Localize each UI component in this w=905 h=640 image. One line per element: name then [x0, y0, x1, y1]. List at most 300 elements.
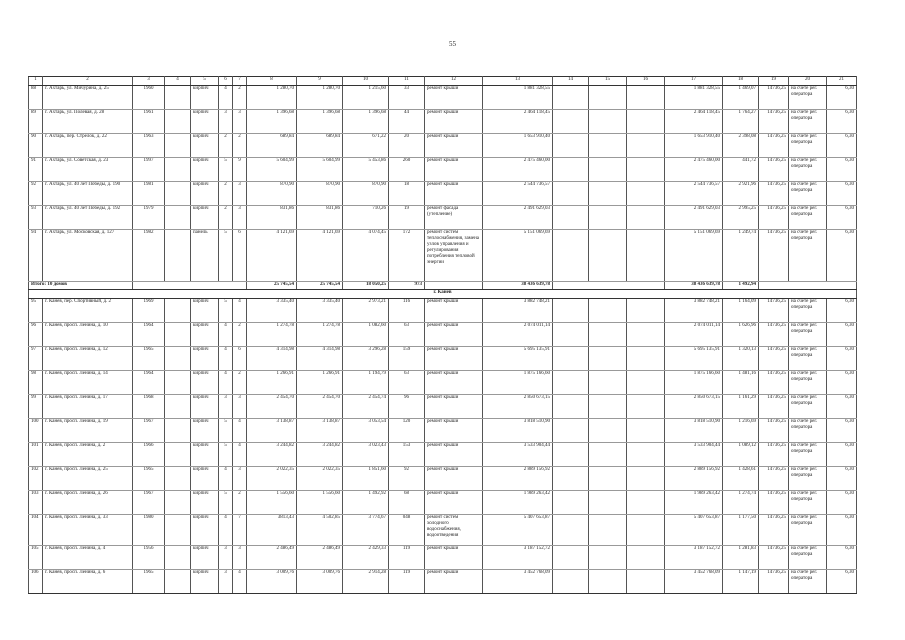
column-number-cell: 11 — [389, 77, 425, 86]
table-row — [29, 134, 857, 158]
table-cell: 6,30 — [827, 134, 857, 158]
table-cell: г. Канев, просп. Ленина, д. 25 — [43, 467, 133, 491]
table-cell: 101 — [29, 443, 43, 467]
table-cell: 870,90 — [297, 182, 343, 206]
table-cell: 048 — [389, 515, 425, 546]
table-cell: на счете рег. оператора — [789, 491, 827, 515]
table-cell: 4 — [233, 570, 247, 594]
table-cell: 159 — [389, 347, 425, 371]
table-cell — [627, 570, 665, 594]
column-number-cell: 12 — [425, 77, 483, 86]
table-cell: 14736,25 — [759, 491, 789, 515]
table-cell: 2 921,96 — [723, 182, 759, 206]
table-cell: панель — [191, 230, 219, 282]
column-number-cell: 15 — [589, 77, 627, 86]
table-cell — [627, 134, 665, 158]
total-cell: 25 745,54 — [297, 282, 343, 290]
table-cell: на счете рег. оператора — [789, 546, 827, 570]
table-cell — [627, 515, 665, 546]
table-cell: 1 274,74 — [723, 491, 759, 515]
table-cell: 91 — [29, 158, 43, 182]
table-cell: г. Канев, просп. Ленина, д. 14 — [43, 371, 133, 395]
table-row — [29, 395, 857, 419]
table-cell — [553, 443, 589, 467]
table-cell: на счете рег. оператора — [789, 570, 827, 594]
table-cell — [627, 443, 665, 467]
table-cell: 119 — [389, 546, 425, 570]
table-cell: 5 — [219, 443, 233, 467]
table-cell: 4 — [219, 467, 233, 491]
table-row — [29, 467, 857, 491]
table-cell: 1 875 166,60 — [665, 371, 723, 395]
table-cell: 671,22 — [343, 134, 389, 158]
table-cell: 3813,43 — [247, 515, 297, 546]
table-cell: 5 — [219, 230, 233, 282]
table-cell — [553, 371, 589, 395]
table-cell: 689,84 — [247, 134, 297, 158]
table-cell — [165, 491, 191, 515]
table-cell: 1 881 328,55 — [483, 86, 553, 110]
table-cell: 14736,25 — [759, 158, 789, 182]
table-cell — [589, 515, 627, 546]
table-row — [29, 491, 857, 515]
table-cell: 1 215,60 — [343, 86, 389, 110]
table-cell: 5 — [219, 158, 233, 182]
table-cell — [589, 206, 627, 230]
table-cell: 2 475 460,00 — [665, 158, 723, 182]
table-row — [29, 323, 857, 347]
table-cell: ремонт крыши — [425, 323, 483, 347]
table-cell — [589, 110, 627, 134]
table-cell: на счете рег. оператора — [789, 134, 827, 158]
table-cell: на счете рег. оператора — [789, 182, 827, 206]
table-cell: 3 009,76 — [247, 570, 297, 594]
table-cell: 2 454,70 — [297, 395, 343, 419]
table-cell: 3 533 904,44 — [665, 443, 723, 467]
table-cell: 2 995,25 — [723, 206, 759, 230]
table-cell: кирпич — [191, 419, 219, 443]
table-cell: 1 396,68 — [247, 110, 297, 134]
table-cell — [627, 323, 665, 347]
table-cell: 68 — [389, 491, 425, 515]
table-cell — [165, 419, 191, 443]
column-number-cell: 17 — [665, 77, 723, 86]
table-cell — [165, 570, 191, 594]
table-cell — [627, 86, 665, 110]
table-cell: 260 — [389, 158, 425, 182]
table-cell: 5 151 069,69 — [665, 230, 723, 282]
table-row — [29, 110, 857, 134]
table-cell — [627, 371, 665, 395]
table-cell: 14736,25 — [759, 570, 789, 594]
table-cell: 2 — [233, 371, 247, 395]
table-cell: 4 074,45 — [343, 230, 389, 282]
table-cell: 2 544 736,57 — [483, 182, 553, 206]
table-cell: 1 881 328,55 — [665, 86, 723, 110]
table-cell — [165, 467, 191, 491]
table-cell — [627, 546, 665, 570]
table-cell: 1 280,70 — [297, 86, 343, 110]
total-cell: 25 745,54 — [247, 282, 297, 290]
table-cell: кирпич — [191, 347, 219, 371]
table-cell: 7 — [233, 515, 247, 546]
table-cell: г. Канев, просп. Ленина, д. 2 — [43, 443, 133, 467]
table-cell: 14736,25 — [759, 515, 789, 546]
table-cell — [589, 570, 627, 594]
table-cell: г. Ахтарь, ул. Мичурина, д. 25 — [43, 86, 133, 110]
table-cell — [165, 395, 191, 419]
column-number-cell: 7 — [233, 77, 247, 86]
table-cell: 2 022,35 — [297, 467, 343, 491]
table-row — [29, 299, 857, 323]
table-cell: 1 266,91 — [297, 371, 343, 395]
table-cell: 14736,25 — [759, 443, 789, 467]
table-cell: 6,30 — [827, 491, 857, 515]
table-cell: г. Канев, просп. Ленина, д. 33 — [43, 515, 133, 546]
table-cell: 6 — [233, 347, 247, 371]
table-cell: 3 818 510,90 — [483, 419, 553, 443]
table-cell: 831,86 — [247, 206, 297, 230]
repair-program-table — [28, 76, 857, 594]
table-cell — [553, 299, 589, 323]
table-cell: ремонт крыши — [425, 570, 483, 594]
table-cell: 14736,25 — [759, 371, 789, 395]
table-cell: 99 — [29, 395, 43, 419]
table-cell: на счете рег. оператора — [789, 299, 827, 323]
table-cell — [589, 419, 627, 443]
table-cell: 689,84 — [297, 134, 343, 158]
total-cell: 38 436 639,78 — [483, 282, 553, 290]
table-cell: 4 314,98 — [247, 347, 297, 371]
table-cell: 1981 — [133, 182, 165, 206]
table-cell: на счете рег. оператора — [789, 371, 827, 395]
table-cell: ремонт крыши — [425, 419, 483, 443]
table-cell: 3 — [233, 206, 247, 230]
table-cell: 1966 — [133, 443, 165, 467]
column-number-cell: 19 — [759, 77, 789, 86]
table-cell: 6,30 — [827, 230, 857, 282]
table-cell — [553, 570, 589, 594]
table-cell: 1965 — [133, 467, 165, 491]
table-cell: 1 396,68 — [297, 110, 343, 134]
table-cell: 9 — [233, 158, 247, 182]
table-cell: ремонт крыши — [425, 546, 483, 570]
column-number-cell: 13 — [483, 77, 553, 86]
table-cell: 1 177,50 — [723, 515, 759, 546]
table-cell: 4 502,85 — [297, 515, 343, 546]
table-cell: 6,30 — [827, 419, 857, 443]
column-number-cell: 5 — [191, 77, 219, 86]
table-cell — [165, 371, 191, 395]
table-cell: 2 475 460,00 — [483, 158, 553, 182]
table-cell: 4 — [233, 419, 247, 443]
table-cell: 5 604,99 — [297, 158, 343, 182]
table-cell: 1 194,79 — [343, 371, 389, 395]
table-cell — [589, 230, 627, 282]
table-cell: 116 — [389, 299, 425, 323]
table-cell: г. Ахтарь, ул. Полевая, д. 28 — [43, 110, 133, 134]
column-number-row — [29, 77, 857, 86]
table-cell: 3 — [219, 570, 233, 594]
table-cell: ремонт крыши — [425, 395, 483, 419]
table-cell: 96 — [389, 395, 425, 419]
table-cell: 6,30 — [827, 347, 857, 371]
table-cell: 5 695 135,91 — [665, 347, 723, 371]
table-cell: 5 407 653,87 — [483, 515, 553, 546]
table-cell: 5 407 653,87 — [665, 515, 723, 546]
column-number-cell: 4 — [165, 77, 191, 86]
table-cell: г. Канев, просп. Ленина, д. 19 — [43, 419, 133, 443]
table-cell — [165, 158, 191, 182]
table-cell — [165, 86, 191, 110]
table-cell: 1967 — [133, 419, 165, 443]
table-cell: 14736,25 — [759, 546, 789, 570]
table-cell: 1 216,69 — [723, 419, 759, 443]
table-cell: 14736,25 — [759, 134, 789, 158]
table-cell: 2 — [233, 491, 247, 515]
table-cell — [553, 491, 589, 515]
table-cell: 1956 — [133, 546, 165, 570]
table-cell: 5 151 069,69 — [483, 230, 553, 282]
table-cell: 2 429,33 — [343, 546, 389, 570]
table-cell: 1 556,60 — [247, 491, 297, 515]
table-cell: ремонт крыши — [425, 182, 483, 206]
table-row — [29, 443, 857, 467]
table-cell: 5 453,86 — [343, 158, 389, 182]
table-cell — [589, 299, 627, 323]
total-cell — [553, 282, 665, 290]
table-cell: ремонт крыши — [425, 347, 483, 371]
table-cell: 6,30 — [827, 515, 857, 546]
table-cell: 6,30 — [827, 206, 857, 230]
table-cell: 6,30 — [827, 371, 857, 395]
table-cell: 6,30 — [827, 182, 857, 206]
table-cell: 3 774,67 — [343, 515, 389, 546]
total-cell: 38 436 639,78 — [665, 282, 723, 290]
table-cell: 14736,25 — [759, 206, 789, 230]
table-cell — [553, 230, 589, 282]
table-cell: 5 — [219, 419, 233, 443]
table-cell: кирпич — [191, 182, 219, 206]
total-cell — [759, 282, 857, 290]
table-cell: 3 452 768,09 — [665, 570, 723, 594]
table-cell: 5 695 135,91 — [483, 347, 553, 371]
table-cell: кирпич — [191, 443, 219, 467]
total-cell — [133, 282, 247, 290]
column-number-cell: 21 — [827, 77, 857, 86]
table-cell: 3 244,82 — [297, 443, 343, 467]
table-cell — [627, 206, 665, 230]
table-cell: 89 — [29, 110, 43, 134]
column-number-cell: 14 — [553, 77, 589, 86]
table-cell: на счете рег. оператора — [789, 443, 827, 467]
table-cell: 33 — [389, 86, 425, 110]
table-cell — [553, 110, 589, 134]
table-cell: 3 — [219, 546, 233, 570]
table-cell: 2 486,49 — [297, 546, 343, 570]
table-cell: 1 653 910,40 — [483, 134, 553, 158]
table-cell — [627, 110, 665, 134]
table-cell: 710,26 — [343, 206, 389, 230]
table-cell: 14736,25 — [759, 110, 789, 134]
table-cell — [165, 134, 191, 158]
table-cell: 94 — [29, 230, 43, 282]
section-row — [29, 290, 857, 299]
column-number-cell: 8 — [247, 77, 297, 86]
table-cell: 14736,25 — [759, 323, 789, 347]
table-body — [29, 77, 857, 594]
table-cell — [627, 395, 665, 419]
table-cell: 4 — [233, 299, 247, 323]
page-number: 55 — [449, 40, 456, 48]
table-cell — [627, 182, 665, 206]
table-cell: 3 053,54 — [343, 419, 389, 443]
table-cell: 14736,25 — [759, 467, 789, 491]
table-cell: 4 314,98 — [297, 347, 343, 371]
table-cell: ремонт фасада (утепление) — [425, 206, 483, 230]
table-cell: 14736,25 — [759, 230, 789, 282]
table-cell — [553, 395, 589, 419]
table-cell: 4 — [233, 443, 247, 467]
table-cell — [589, 491, 627, 515]
table-cell: 1 428,61 — [723, 467, 759, 491]
table-cell — [553, 467, 589, 491]
table-cell: 2 074 011,14 — [483, 323, 553, 347]
table-cell — [627, 347, 665, 371]
table-cell: 3 244,82 — [247, 443, 297, 467]
table-cell: г. Ахтарь, ул. Советская, д. 23 — [43, 158, 133, 182]
table-cell: 3 882 748,21 — [483, 299, 553, 323]
table-cell: 1 989 263,42 — [483, 491, 553, 515]
table-cell: г. Канев, пер. Спортивный, д. 2 — [43, 299, 133, 323]
column-number-cell: 16 — [627, 77, 665, 86]
table-cell: 870,90 — [247, 182, 297, 206]
table-cell: 3 296,28 — [343, 347, 389, 371]
table-cell: 2 850 673,15 — [483, 395, 553, 419]
table-row — [29, 546, 857, 570]
table-cell: 63 — [389, 371, 425, 395]
table-cell — [589, 546, 627, 570]
table-cell: 4 — [219, 86, 233, 110]
table-cell: 172 — [389, 230, 425, 282]
table-cell: 2 464 118,45 — [665, 110, 723, 134]
table-cell: 1961 — [133, 110, 165, 134]
table-cell — [589, 395, 627, 419]
table-cell: ремонт крыши — [425, 134, 483, 158]
table-cell — [553, 158, 589, 182]
table-cell: 2 022,35 — [247, 467, 297, 491]
table-cell: 14736,25 — [759, 299, 789, 323]
section-title: г. Канев — [29, 290, 857, 299]
table-cell: 3 — [233, 467, 247, 491]
table-cell: 2 454,74 — [343, 395, 389, 419]
table-cell: ремонт крыши — [425, 158, 483, 182]
table-cell: 95 — [29, 299, 43, 323]
table-cell: 1 396,68 — [343, 110, 389, 134]
table-cell: 1 481,16 — [723, 371, 759, 395]
table-row — [29, 206, 857, 230]
table-cell: на счете рег. оператора — [789, 206, 827, 230]
table-cell: 14736,25 — [759, 347, 789, 371]
table-cell: 90 — [29, 134, 43, 158]
table-cell: 2 889 156,92 — [483, 467, 553, 491]
table-cell: 1 320,13 — [723, 347, 759, 371]
table-cell — [589, 323, 627, 347]
table-cell: кирпич — [191, 110, 219, 134]
table-cell: 2 074 011,14 — [665, 323, 723, 347]
table-cell: 93 — [29, 206, 43, 230]
table-cell: кирпич — [191, 467, 219, 491]
table-cell: 5 604,99 — [247, 158, 297, 182]
table-cell — [627, 419, 665, 443]
table-cell: 2 464 118,45 — [483, 110, 553, 134]
table-cell: г. Канев, просп. Ленина, д. 10 — [43, 323, 133, 347]
table-cell: 3 — [233, 182, 247, 206]
table-cell: 2 491 629,03 — [665, 206, 723, 230]
table-cell: 3 023,43 — [343, 443, 389, 467]
table-cell: кирпич — [191, 515, 219, 546]
table-cell: 3 — [219, 395, 233, 419]
table-cell — [553, 347, 589, 371]
table-cell: 1967 — [133, 491, 165, 515]
table-cell: г. Канев, просп. Ленина, д. 6 — [43, 570, 133, 594]
table-cell: 98 — [29, 371, 43, 395]
table-cell: 2 850 673,15 — [665, 395, 723, 419]
table-cell: кирпич — [191, 323, 219, 347]
table-cell: 1 653 910,40 — [665, 134, 723, 158]
table-cell: 100 — [29, 419, 43, 443]
table-cell — [627, 491, 665, 515]
table-cell: г. Канев, просп. Ленина, д. 17 — [43, 395, 133, 419]
table-cell: 1 492,92 — [343, 491, 389, 515]
column-number-cell: 20 — [789, 77, 827, 86]
table-cell — [165, 347, 191, 371]
table-cell: 6,30 — [827, 299, 857, 323]
table-cell: г. Канев, просп. Ленина, д. 12 — [43, 347, 133, 371]
table-cell: 1 626,96 — [723, 323, 759, 347]
table-cell: на счете рег. оператора — [789, 86, 827, 110]
table-cell: 1 851,60 — [343, 467, 389, 491]
table-cell: 105 — [29, 546, 43, 570]
table-cell: 1 281,83 — [723, 546, 759, 570]
table-cell: 4 — [219, 347, 233, 371]
table-cell: 441,72 — [723, 158, 759, 182]
table-cell: 3 335,40 — [297, 299, 343, 323]
table-cell: 2 889 156,92 — [665, 467, 723, 491]
table-cell — [553, 86, 589, 110]
table-cell: на счете рег. оператора — [789, 110, 827, 134]
table-cell: г. Ахтарь, пер. Стрелок, д. 22 — [43, 134, 133, 158]
table-cell: 2 486,49 — [247, 546, 297, 570]
table-cell: 6,30 — [827, 570, 857, 594]
table-cell: 1980 — [133, 515, 165, 546]
table-cell: 1 764,27 — [723, 110, 759, 134]
table-cell: 106 — [29, 570, 43, 594]
table-cell: 2 — [219, 182, 233, 206]
table-cell: 2 — [233, 134, 247, 158]
table-cell: ремонт систем теплоснабжения, замена узлов управления и регулирования потребления тепловой энергии — [425, 230, 483, 282]
table-cell: 104 — [29, 515, 43, 546]
table-cell: 1 989 263,42 — [665, 491, 723, 515]
table-cell: 3 452 768,09 — [483, 570, 553, 594]
table-cell: 14736,25 — [759, 182, 789, 206]
table-cell: 1965 — [133, 570, 165, 594]
column-number-cell: 9 — [297, 77, 343, 86]
table-cell: ремонт крыши — [425, 467, 483, 491]
table-cell: 1 469,07 — [723, 86, 759, 110]
table-row — [29, 515, 857, 546]
table-cell: 6,30 — [827, 323, 857, 347]
